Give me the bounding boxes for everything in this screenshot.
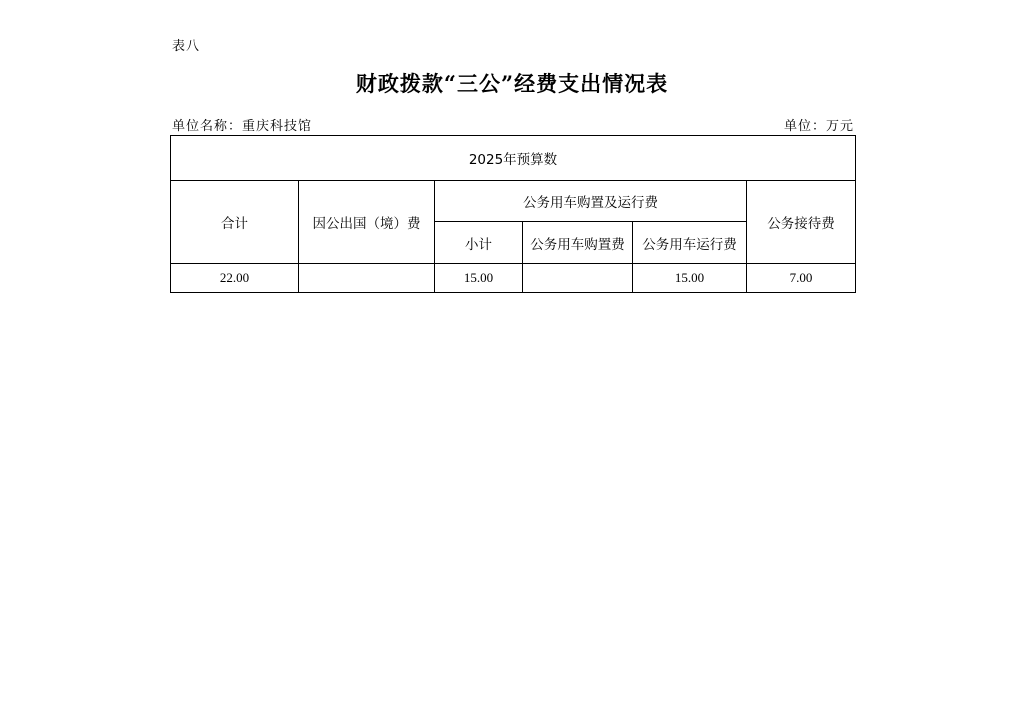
page-title: 财政拨款“三公”经费支出情况表 [355, 71, 669, 96]
header-vehicle-operation: 公务用车运行费 [633, 222, 747, 264]
cell-travel-abroad [299, 264, 435, 293]
header-vehicle-group: 公务用车购置及运行费 [435, 181, 747, 222]
unit-name-label: 单位名称：重庆科技馆 [172, 119, 313, 134]
table-row [171, 264, 856, 293]
header-travel-abroad: 因公出国（境）费 [299, 181, 435, 264]
three-public-expenses-table [170, 135, 856, 293]
header-reception: 公务接待费 [747, 181, 856, 264]
currency-unit-label: 单位：万元 [783, 119, 854, 134]
column-header-row-1 [171, 181, 856, 222]
cell-subtotal: 15.00 [435, 264, 523, 293]
header-subtotal: 小计 [435, 222, 523, 264]
header-total: 合计 [171, 181, 299, 264]
cell-vehicle-operation: 15.00 [633, 264, 747, 293]
cell-reception: 7.00 [747, 264, 856, 293]
budget-year-header: 2025年预算数 [171, 136, 856, 181]
cell-vehicle-purchase [523, 264, 633, 293]
header-vehicle-purchase: 公务用车购置费 [523, 222, 633, 264]
budget-header-row [171, 136, 856, 181]
table-number: 表八 [172, 39, 201, 54]
cell-total: 22.00 [171, 264, 299, 293]
